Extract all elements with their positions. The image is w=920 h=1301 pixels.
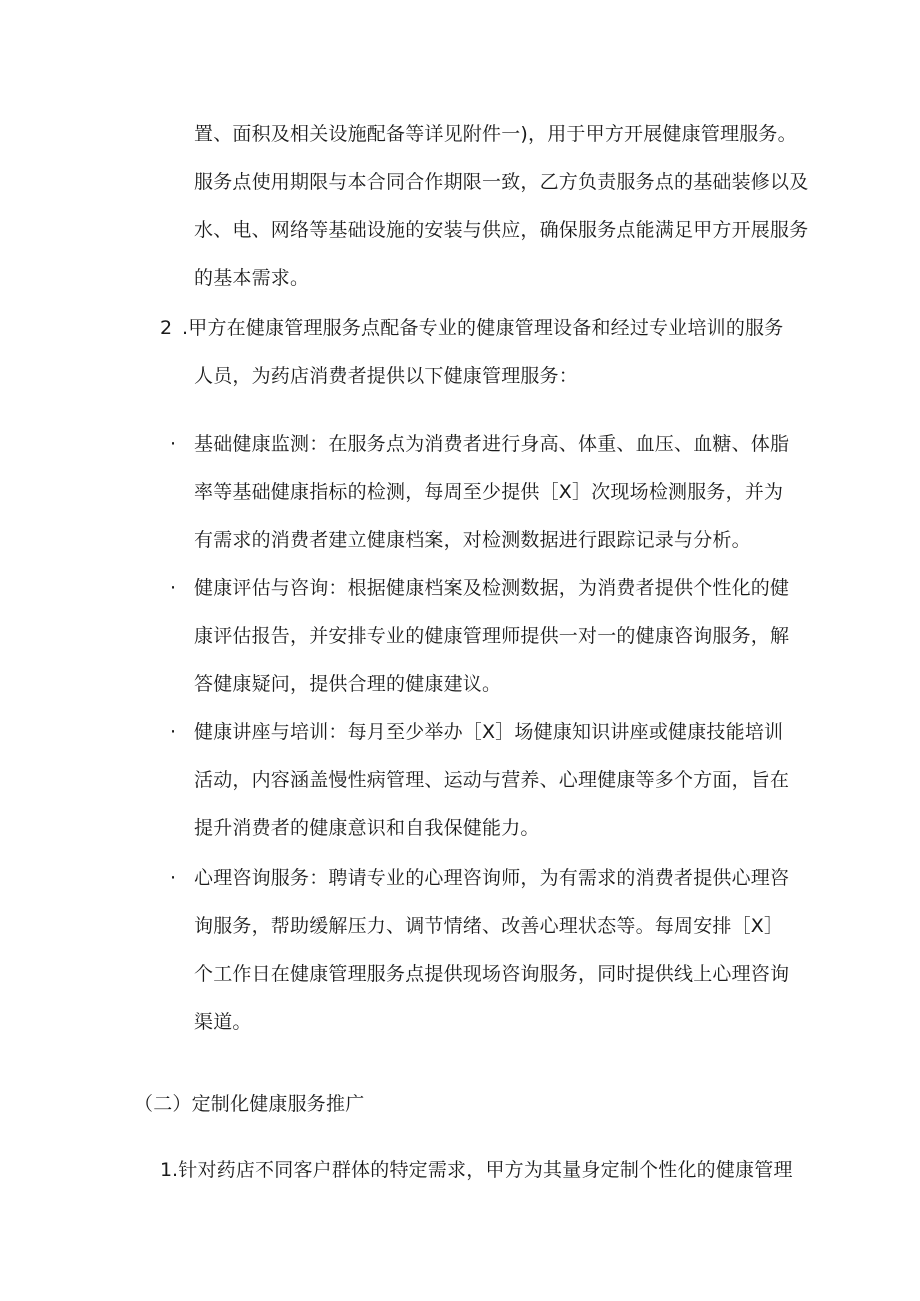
bullet-4-line-4: 渠道。 bbox=[194, 1011, 252, 1033]
bullet-1-line-1: 基础健康监测：在服务点为消费者进行身高、体重、血压、血糖、体脂 bbox=[194, 433, 790, 455]
item-2-line-2: 人员，为药店消费者提供以下健康管理服务： bbox=[194, 365, 579, 387]
bullet-2-line-1: 健康评估与咨询：根据健康档案及检测数据，为消费者提供个性化的健 bbox=[194, 577, 790, 599]
bullet-3-line-2: 活动，内容涵盖慢性病管理、运动与营养、心理健康等多个方面，旨在 bbox=[194, 769, 790, 791]
item-1-line-1: .针对药店不同客户群体的特定需求，甲方为其量身定制个性化的健康管理 bbox=[172, 1159, 793, 1181]
bullet-1-line-2: 率等基础健康指标的检测，每周至少提供［X］次现场检测服务，并为 bbox=[194, 481, 784, 503]
bullet-marker: · bbox=[170, 577, 177, 599]
bullet-marker: · bbox=[170, 867, 177, 889]
bullet-2-line-2: 康评估报告，并安排专业的健康管理师提供一对一的健康咨询服务，解 bbox=[194, 625, 790, 647]
bullet-marker: · bbox=[170, 433, 177, 455]
item-1-number: 1 bbox=[160, 1159, 173, 1181]
bullet-2-line-3: 答健康疑问，提供合理的健康建议。 bbox=[194, 673, 502, 695]
bullet-4-line-3: 个工作日在健康管理服务点提供现场咨询服务，同时提供线上心理咨询 bbox=[194, 963, 790, 985]
bullet-3-line-3: 提升消费者的健康意识和自我保健能力。 bbox=[194, 817, 540, 839]
intro-line-2: 服务点使用期限与本合同合作期限一致，乙方负责服务点的基础装修以及 bbox=[194, 171, 809, 193]
intro-line-3: 水、电、网络等基础设施的安装与供应，确保服务点能满足甲方开展服务 bbox=[194, 219, 809, 241]
bullet-3-line-1: 健康讲座与培训：每月至少举办［X］场健康知识讲座或健康技能培训 bbox=[194, 721, 784, 743]
bullet-marker: · bbox=[170, 721, 177, 743]
bullet-4-line-2: 询服务，帮助缓解压力、调节情绪、改善心理状态等。每周安排［X］ bbox=[194, 915, 784, 937]
bullet-1-line-3: 有需求的消费者建立健康档案，对检测数据进行跟踪记录与分析。 bbox=[194, 529, 751, 551]
item-2-line-1: .甲方在健康管理服务点配备专业的健康管理设备和经过专业培训的服务 bbox=[182, 317, 784, 339]
item-2-number: 2 bbox=[160, 317, 173, 339]
bullet-4-line-1: 心理咨询服务：聘请专业的心理咨询师，为有需求的消费者提供心理咨 bbox=[194, 867, 790, 889]
section-heading: （二）定制化健康服务推广 bbox=[134, 1093, 365, 1115]
intro-line-4: 的基本需求。 bbox=[194, 267, 310, 289]
intro-line-1: 置、面积及相关设施配备等详见附件一)，用于甲方开展健康管理服务。 bbox=[194, 123, 797, 145]
